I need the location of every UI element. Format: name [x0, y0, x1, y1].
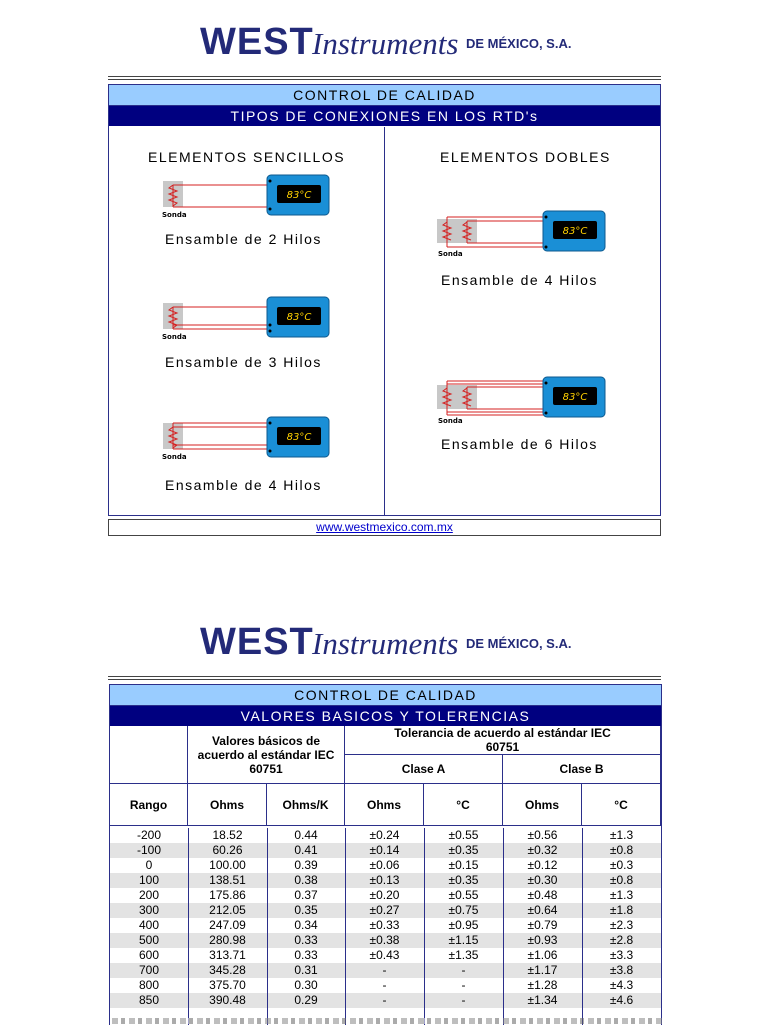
table-cell: ±0.56	[527, 828, 558, 842]
table-row	[110, 903, 661, 918]
table-cell: 0	[145, 858, 153, 872]
table-cell: ±0.27	[369, 903, 400, 917]
quality-control-band: CONTROL DE CALIDAD	[110, 685, 661, 706]
table-cell: ±0.15	[448, 858, 479, 872]
table-cell: ±0.06	[369, 858, 400, 872]
table-cell: ±0.3	[609, 858, 634, 872]
table-cell: ±0.55	[448, 888, 479, 902]
header-class-b-celsius: °C	[582, 784, 661, 826]
header-range: Rango	[110, 784, 188, 826]
divider	[108, 676, 661, 677]
probe-label: Sonda	[438, 250, 463, 257]
website-link[interactable]: www.westmexico.com.mx	[316, 520, 453, 534]
table-cell: -	[382, 978, 387, 992]
table-cell: ±0.14	[369, 843, 400, 857]
table-cell: 138.51	[209, 873, 246, 887]
table-cell: 0.38	[294, 873, 318, 887]
table-cell: ±1.8	[609, 903, 634, 917]
table-cell: ±0.95	[448, 918, 479, 932]
divider	[108, 76, 661, 77]
table-cell: -	[461, 993, 466, 1007]
table-row	[110, 828, 661, 843]
table-cell: 375.70	[209, 978, 246, 992]
table-cell: ±0.8	[609, 843, 634, 857]
table-row	[110, 978, 661, 993]
next-page-text-fragment	[112, 1018, 662, 1024]
table-cell: ±4.6	[609, 993, 634, 1007]
display-readout: 83°C	[562, 392, 588, 403]
table-row	[110, 993, 661, 1008]
table-cell: 0.35	[294, 903, 318, 917]
table-cell: 60.26	[212, 843, 243, 857]
table-cell: 175.86	[209, 888, 246, 902]
single-elements-heading: ELEMENTOS SENCILLOS	[148, 149, 346, 165]
rtd-6-wire-diagram	[433, 375, 613, 428]
table-row	[110, 888, 661, 903]
divider	[108, 679, 661, 680]
table-cell: ±1.35	[448, 948, 479, 962]
table-cell: ±0.48	[527, 888, 558, 902]
column-divider	[424, 828, 425, 1025]
rtd-4-wire-single-diagram	[159, 415, 335, 468]
table-cell: 247.09	[209, 918, 246, 932]
header-class-a: Clase A	[345, 755, 503, 784]
table-cell: 100.00	[209, 858, 246, 872]
logo-de-mexico-text: DE MÉXICO, S.A.	[466, 636, 572, 651]
column-divider	[188, 828, 189, 1025]
caption-6-wire: Ensamble de 6 Hilos	[441, 436, 598, 452]
table-header	[110, 726, 661, 826]
column-divider	[384, 127, 385, 515]
table-cell: ±1.3	[609, 828, 634, 842]
tolerance-table-panel	[109, 684, 662, 1025]
header-class-a-ohms: Ohms	[345, 784, 424, 826]
header-class-a-celsius: °C	[424, 784, 503, 826]
table-cell: ±0.13	[369, 873, 400, 887]
header-ohms: Ohms	[188, 784, 267, 826]
table-cell: ±0.75	[448, 903, 479, 917]
table-cell: 0.31	[294, 963, 318, 977]
table-cell: ±4.3	[609, 978, 634, 992]
rtd-4-wire-double-diagram	[433, 209, 613, 262]
table-cell: 400	[138, 918, 160, 932]
table-cell: ±2.8	[609, 933, 634, 947]
table-cell: ±0.55	[448, 828, 479, 842]
table-cell: ±1.06	[527, 948, 558, 962]
table-cell: ±1.3	[609, 888, 634, 902]
display-readout: 83°C	[286, 312, 312, 323]
table-cell: ±0.30	[527, 873, 558, 887]
caption-2-wire: Ensamble de 2 Hilos	[165, 231, 322, 247]
table-cell: -	[461, 963, 466, 977]
table-cell: ±1.28	[527, 978, 558, 992]
table-row	[110, 918, 661, 933]
table-cell: -	[461, 978, 466, 992]
table-cell: 850	[138, 993, 160, 1007]
table-cell: 200	[138, 888, 160, 902]
basic-values-band: VALORES BASICOS Y TOLERENCIAS	[110, 706, 661, 726]
table-cell: 313.71	[209, 948, 246, 962]
probe-label: Sonda	[438, 417, 463, 423]
display-readout: 83°C	[562, 226, 588, 237]
rtd-3-wire-diagram	[159, 295, 335, 348]
footer-bar	[108, 519, 661, 536]
table-cell: 0.41	[294, 843, 318, 857]
column-divider	[503, 828, 504, 1025]
caption-3-wire: Ensamble de 3 Hilos	[165, 354, 322, 370]
header-class-b-ohms: Ohms	[503, 784, 582, 826]
table-cell: ±0.12	[527, 858, 558, 872]
table-cell: -100	[136, 843, 162, 857]
column-divider	[582, 828, 583, 1025]
table-cell: ±0.32	[527, 843, 558, 857]
table-cell: ±3.3	[609, 948, 634, 962]
table-cell: ±0.24	[369, 828, 400, 842]
table-cell: 0.30	[294, 978, 318, 992]
header-tolerance: Tolerancia de acuerdo al estándar IEC 60751	[345, 726, 661, 755]
table-body	[110, 828, 661, 1008]
display-readout: 83°C	[286, 190, 312, 201]
table-cell: -	[382, 993, 387, 1007]
table-cell: 300	[138, 903, 160, 917]
table-cell: ±0.38	[369, 933, 400, 947]
logo-de-mexico-text: DE MÉXICO, S.A.	[466, 36, 572, 51]
table-cell: ±3.8	[609, 963, 634, 977]
display-readout: 83°C	[286, 432, 312, 443]
table-cell: ±0.33	[369, 918, 400, 932]
logo-west-text: WEST	[200, 621, 314, 663]
table-cell: 600	[138, 948, 160, 962]
caption-4-wire-single: Ensamble de 4 Hilos	[165, 477, 322, 493]
divider	[108, 79, 661, 80]
table-cell: ±1.17	[527, 963, 558, 977]
table-cell: 500	[138, 933, 160, 947]
rtd-connections-band: TIPOS DE CONEXIONES EN LOS RTD's	[109, 106, 660, 126]
table-cell: 18.52	[212, 828, 243, 842]
table-cell: 0.29	[294, 993, 318, 1007]
table-cell: ±1.15	[448, 933, 479, 947]
table-cell: 345.28	[209, 963, 246, 977]
table-cell: 0.44	[294, 828, 318, 842]
header-ohms-per-k: Ohms/K	[267, 784, 345, 826]
table-cell: ±0.79	[527, 918, 558, 932]
header-empty	[110, 726, 188, 784]
table-cell: 0.39	[294, 858, 318, 872]
table-row	[110, 843, 661, 858]
probe-label: Sonda	[162, 211, 187, 219]
quality-control-band: CONTROL DE CALIDAD	[109, 85, 660, 106]
table-row	[110, 963, 661, 978]
column-divider	[267, 828, 268, 1025]
table-cell: ±0.8	[609, 873, 634, 887]
table-cell: 390.48	[209, 993, 246, 1007]
table-cell: ±0.43	[369, 948, 400, 962]
table-cell: 212.05	[209, 903, 246, 917]
table-cell: 0.34	[294, 918, 318, 932]
connection-types-panel	[108, 84, 661, 516]
table-cell: 0.33	[294, 933, 318, 947]
table-row	[110, 948, 661, 963]
table-cell: ±1.34	[527, 993, 558, 1007]
table-cell: 280.98	[209, 933, 246, 947]
table-cell: ±2.3	[609, 918, 634, 932]
table-cell: 100	[138, 873, 160, 887]
logo-instruments-text: Instruments	[312, 626, 459, 661]
table-cell: 0.33	[294, 948, 318, 962]
caption-4-wire-double: Ensamble de 4 Hilos	[441, 272, 598, 288]
table-row	[110, 873, 661, 888]
table-cell: 0.37	[294, 888, 318, 902]
table-cell: ±0.64	[527, 903, 558, 917]
probe-label: Sonda	[162, 453, 187, 461]
table-cell: ±0.20	[369, 888, 400, 902]
header-class-b: Clase B	[503, 755, 661, 784]
table-cell: 700	[138, 963, 160, 977]
table-row	[110, 858, 661, 873]
probe-label: Sonda	[162, 333, 187, 341]
table-cell: 800	[138, 978, 160, 992]
table-cell: -	[382, 963, 387, 977]
header-basic-values: Valores básicos de acuerdo al estándar IEC 60751	[188, 726, 345, 784]
table-row	[110, 933, 661, 948]
logo-instruments-text: Instruments	[312, 26, 459, 61]
table-cell: ±0.35	[448, 843, 479, 857]
double-elements-heading: ELEMENTOS DOBLES	[440, 149, 611, 165]
logo-west-text: WEST	[200, 21, 314, 63]
table-cell: ±0.35	[448, 873, 479, 887]
table-cell: ±0.93	[527, 933, 558, 947]
rtd-2-wire-diagram	[159, 173, 335, 226]
table-cell: -200	[136, 828, 162, 842]
column-divider	[345, 828, 346, 1025]
